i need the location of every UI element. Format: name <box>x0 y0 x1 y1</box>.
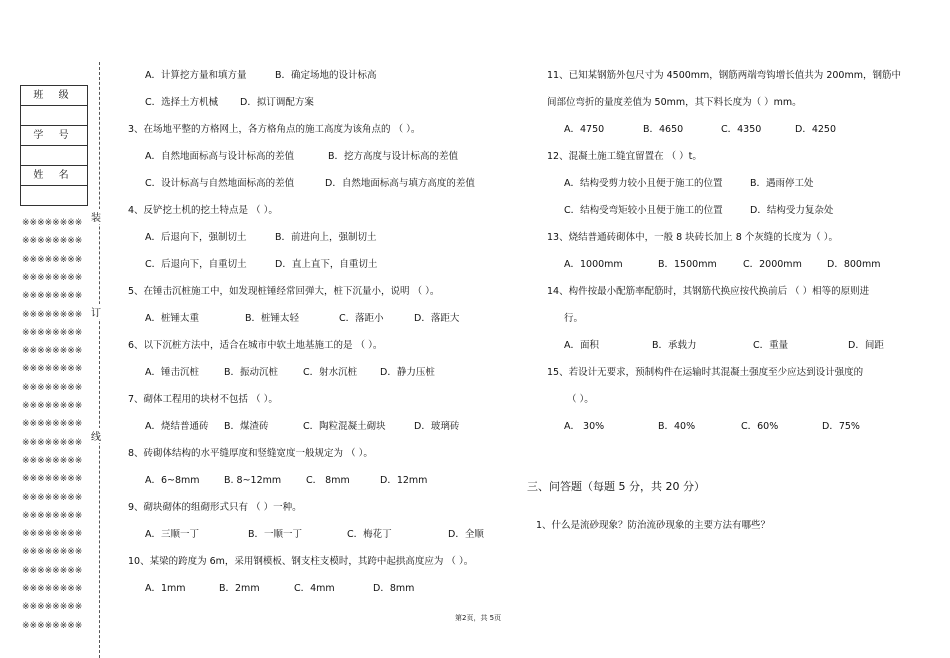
q5-option-a: A．桩锤太重 <box>145 313 199 324</box>
q15-option-b: B．40% <box>658 421 696 432</box>
q6-option-a: A．锤击沉桩 <box>145 367 199 378</box>
q3-option-d: D．自然地面标高与填方高度的差值 <box>325 178 475 189</box>
star-row: ※※※※※※※※ <box>22 419 83 430</box>
q12-option-a: A．结构受剪力较小且便于施工的位置 <box>564 178 723 189</box>
q4-option-b: B．前进向上，强制切土 <box>275 232 377 243</box>
star-row: ※※※※※※※※ <box>22 492 83 503</box>
q14-option-d: D．间距 <box>848 340 884 351</box>
star-row: ※※※※※※※※ <box>22 455 83 466</box>
q15-option-d: D．75% <box>822 421 860 432</box>
q10-text: 10、某梁的跨度为 6m，采用钢模板、钢支柱支模时，其跨中起拱高度应为 （ ）。 <box>128 556 474 567</box>
q3-option-a: A．自然地面标高与设计标高的差值 <box>145 151 294 162</box>
binding-line <box>99 62 100 658</box>
q7-text: 7、砌体工程用的块材不包括 （ ）。 <box>128 394 278 405</box>
q9-option-c: C．梅花丁 <box>347 529 392 540</box>
binding-mark-zhuang: 装 <box>91 209 101 224</box>
q4-option-d: D．直上直下，自重切土 <box>275 259 378 270</box>
q9-text: 9、砌块砌体的组砌形式只有 （ ）一种。 <box>128 502 302 513</box>
q4-option-c: C．后退向下，自重切土 <box>145 259 247 270</box>
q11-option-a: A．4750 <box>564 124 605 135</box>
q13-option-b: B．1500mm <box>658 259 717 270</box>
section-3-title: 三、问答题（每题 5 分，共 20 分） <box>527 480 705 493</box>
star-row: ※※※※※※※※ <box>22 510 83 521</box>
q8-option-a: A．6~8mm <box>145 475 200 486</box>
q6-text: 6、以下沉桩方法中，适合在城市中软土地基施工的是 （ ）。 <box>128 340 383 351</box>
q5-option-d: D．落距大 <box>414 313 460 324</box>
star-row: ※※※※※※※※ <box>22 254 83 265</box>
q7-option-a: A．烧结普通砖 <box>145 421 209 432</box>
star-row: ※※※※※※※※ <box>22 437 83 448</box>
q2-option-c: C．选择土方机械 <box>145 97 219 108</box>
student-id-label: 学 号 <box>21 126 87 146</box>
q12-option-b: B．遇雨停工处 <box>750 178 814 189</box>
name-label: 姓 名 <box>21 166 87 186</box>
q5-option-c: C．落距小 <box>339 313 384 324</box>
q10-option-a: A．1mm <box>145 583 186 594</box>
q11-option-b: B．4650 <box>643 124 684 135</box>
q2-option-a: A．计算挖方量和填方量 <box>145 70 247 81</box>
q14-text-line2: 行。 <box>564 313 584 324</box>
star-row: ※※※※※※※※ <box>22 620 83 631</box>
star-row: ※※※※※※※※ <box>22 547 83 558</box>
q9-option-b: B．一顺一丁 <box>248 529 303 540</box>
binding-mark-ding: 订 <box>91 304 101 319</box>
q8-option-d: D．12mm <box>380 475 428 486</box>
star-row: ※※※※※※※※ <box>22 382 83 393</box>
binding-mark-xian: 线 <box>91 428 101 443</box>
q15-text-line1: 15、若设计无要求，预制构件在运输时其混凝土强度至少应达到设计强度的 <box>547 367 864 378</box>
q2-option-d: D．拟订调配方案 <box>240 97 314 108</box>
star-row: ※※※※※※※※ <box>22 346 83 357</box>
star-row: ※※※※※※※※ <box>22 236 83 247</box>
q4-text: 4、反铲挖土机的挖土特点是 （ ）。 <box>128 205 278 216</box>
q7-option-c: C．陶粒混凝土砌块 <box>303 421 386 432</box>
q15-option-c: C．60% <box>741 421 779 432</box>
q13-option-a: A．1000mm <box>564 259 623 270</box>
q6-option-d: D．静力压桩 <box>380 367 435 378</box>
q14-option-a: A．面积 <box>564 340 599 351</box>
q11-text-line1: 11、已知某钢筋外包尺寸为 4500mm，钢筋两端弯钩增长值共为 200mm，钢筋中 <box>547 70 901 81</box>
star-row: ※※※※※※※※ <box>22 529 83 540</box>
q2-option-b: B．确定场地的设计标高 <box>275 70 377 81</box>
star-row: ※※※※※※※※ <box>22 272 83 283</box>
star-row: ※※※※※※※※ <box>22 565 83 576</box>
q12-option-c: C．结构受弯矩较小且便于施工的位置 <box>564 205 723 216</box>
q10-option-c: C．4mm <box>294 583 335 594</box>
star-row: ※※※※※※※※ <box>22 291 83 302</box>
q11-option-c: C．4350 <box>721 124 762 135</box>
name-field[interactable] <box>21 186 87 205</box>
class-field[interactable] <box>21 106 87 126</box>
q4-option-a: A．后退向下，强制切土 <box>145 232 247 243</box>
q5-option-b: B．桩锤太轻 <box>245 313 300 324</box>
star-row: ※※※※※※※※ <box>22 401 83 411</box>
q13-text: 13、烧结普通砖砌体中，一般 8 块砖长加上 8 个灰缝的长度为（ ）。 <box>547 232 839 243</box>
short-answer-q1: 1、什么是流砂现象？防治流砂现象的主要方法有哪些？ <box>536 520 771 531</box>
q14-option-c: C．重量 <box>753 340 789 351</box>
q3-text: 3、在场地平整的方格网上，各方格角点的施工高度为该角点的 （ ）。 <box>128 124 421 135</box>
q14-text-line1: 14、构件按最小配筋率配筋时，其钢筋代换应按代换前后 （ ）相等的原则进 <box>547 286 870 297</box>
q9-option-a: A．三顺一丁 <box>145 529 199 540</box>
q7-option-b: B．煤渣砖 <box>224 421 269 432</box>
q5-text: 5、在锤击沉桩施工中，如发现桩锤经常回弹大，桩下沉量小，说明 （ ）。 <box>128 286 440 297</box>
q11-text-line2: 间部位弯折的量度差值为 50mm，其下料长度为（ ）mm。 <box>547 97 802 108</box>
student-info-table <box>20 85 88 206</box>
star-row: ※※※※※※※※ <box>22 327 83 338</box>
q6-option-c: C．射水沉桩 <box>303 367 358 378</box>
star-row: ※※※※※※※※ <box>22 364 83 375</box>
star-row: ※※※※※※※※ <box>22 584 83 594</box>
star-row: ※※※※※※※※ <box>22 602 83 613</box>
q8-option-c: C． 8mm <box>306 475 350 486</box>
q15-option-a: A． 30% <box>564 421 605 432</box>
q6-option-b: B．振动沉桩 <box>224 367 279 378</box>
q8-option-b: B. 8~12mm <box>224 475 282 486</box>
star-row: ※※※※※※※※ <box>22 474 83 485</box>
q13-option-c: C．2000mm <box>743 259 802 270</box>
q14-option-b: B．承载力 <box>652 340 697 351</box>
star-row: ※※※※※※※※ <box>22 218 83 228</box>
student-id-field[interactable] <box>21 146 87 166</box>
q13-option-d: D．800mm <box>827 259 881 270</box>
q3-option-b: B．挖方高度与设计标高的差值 <box>328 151 459 162</box>
q3-option-c: C．设计标高与自然地面标高的差值 <box>145 178 295 189</box>
q15-text-line2: （ ）。 <box>567 394 594 405</box>
star-row: ※※※※※※※※ <box>22 309 83 320</box>
q8-text: 8、砖砌体结构的水平缝厚度和竖缝宽度一般规定为 （ ）。 <box>128 448 373 459</box>
page-footer: 第2页，共 5页 <box>455 614 502 622</box>
q7-option-d: D．玻璃砖 <box>414 421 460 432</box>
q11-option-d: D．4250 <box>795 124 836 135</box>
q12-option-d: D．结构受力复杂处 <box>750 205 834 216</box>
q12-text: 12、混凝土施工缝宜留置在 （ ）t。 <box>547 151 702 162</box>
class-label: 班 级 <box>21 86 87 106</box>
q10-option-d: D．8mm <box>373 583 415 594</box>
q10-option-b: B．2mm <box>219 583 260 594</box>
q9-option-d: D．全顺 <box>448 529 484 540</box>
